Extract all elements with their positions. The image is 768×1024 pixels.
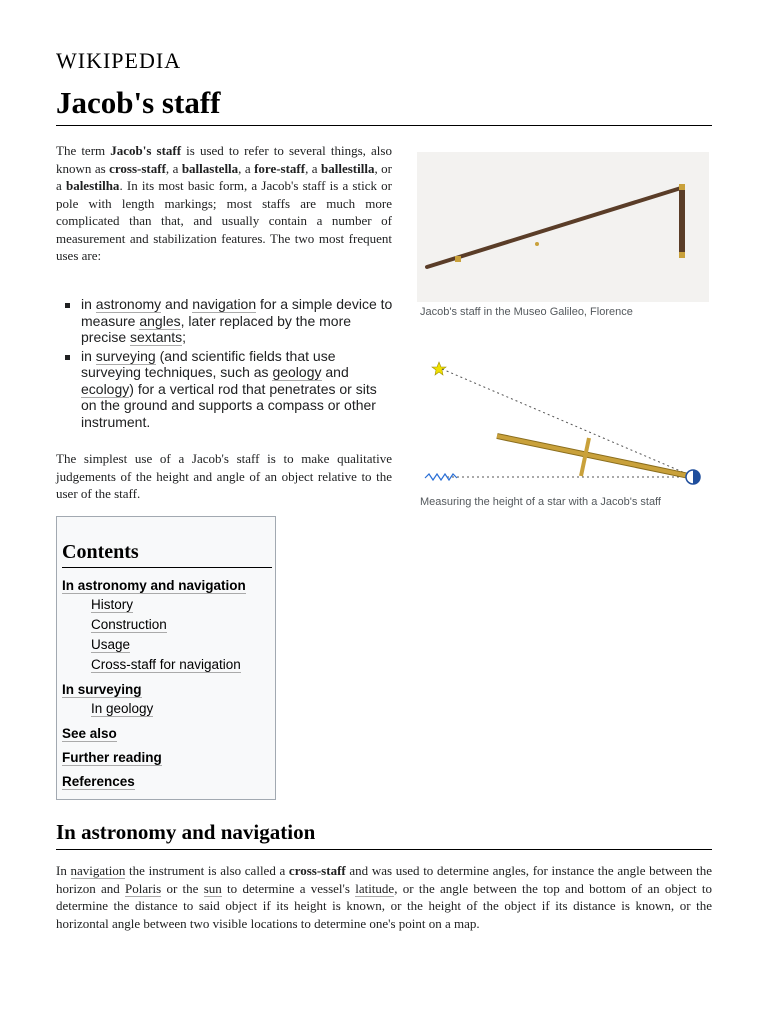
navigation-paragraph: In navigation the instrument is also called a cross-staff and was used to determine angles, for instance the angle between the horizon and Polaris or the sun to determine a vessel's latitude, or the angle between the top and bottom of an object to determine the distance to said object if its height is known, or the height of the object if its distance is known, or the horizontal angle between two visible locations to determine one's point on a map.	[56, 863, 713, 931]
link-sun[interactable]: sun	[203, 880, 222, 896]
toc-item-astronomy-navigation[interactable]: In astronomy and navigation	[62, 578, 246, 593]
link-navigation-2[interactable]: navigation	[70, 863, 126, 878]
toc-item-usage[interactable]: Usage	[91, 637, 131, 652]
table-of-contents	[56, 516, 276, 800]
simplest-use-paragraph: The simplest use of a Jacob's staff is to make qualitative judgements of the height and angle of an object relative to the user of the staff.	[56, 451, 392, 501]
toc-item-see-also[interactable]: See also	[62, 726, 117, 741]
toc-item-surveying[interactable]: In surveying	[62, 682, 142, 697]
list-item: in astronomy and navigation for a simple device to measure angles, later replaced by the more precise sextants;	[64, 296, 394, 346]
page-title: Jacob's staff	[56, 84, 712, 126]
link-surveying[interactable]: surveying	[95, 347, 156, 364]
toc-item-cross-staff-navigation[interactable]: Cross-staff for navigation	[91, 657, 241, 672]
toc-item-further-reading[interactable]: Further reading	[62, 750, 162, 765]
link-angles[interactable]: angles	[139, 312, 181, 329]
link-polaris[interactable]: Polaris	[125, 880, 162, 896]
link-ecology[interactable]: ecology	[81, 380, 130, 397]
toc-item-references[interactable]: References	[62, 774, 135, 789]
toc-item-history[interactable]: History	[91, 597, 134, 612]
link-navigation[interactable]: navigation	[192, 296, 257, 312]
list-item: in surveying (and scientific fields that use surveying techniques, such as geology and ecology) for a vertical rod that penetrates or sits on the ground and supports a compass or other instrument.	[64, 348, 394, 431]
toc-item-geology[interactable]: In geology	[91, 701, 154, 716]
link-astronomy[interactable]: astronomy	[95, 296, 162, 312]
link-latitude[interactable]: latitude	[355, 880, 395, 896]
toc-item-construction[interactable]: Construction	[91, 617, 167, 632]
link-geology[interactable]: geology	[272, 364, 322, 380]
toc-title: Contents	[62, 541, 272, 568]
star-diagram[interactable]	[417, 352, 709, 492]
section-heading-astronomy-navigation: In astronomy and navigation	[56, 820, 712, 850]
wikipedia-logo[interactable]: WIKIPEDIA	[56, 48, 182, 73]
figure-caption-diagram: Measuring the height of a star with a Jacob's staff	[420, 496, 661, 508]
uses-list	[64, 296, 394, 432]
link-sextants[interactable]: sextants	[130, 329, 183, 345]
intro-paragraph: The term Jacob's staff is used to refer to several things, also known as cross-staff, a ballastella, a fore-staff, a ballestilla, or a balestilha. In its most basic form, a Jacob's staff is a stick or pole with length markings; most staffs are much more complicated than that, and usually contain a number of measurement and stabilization features. The two most frequent uses are:	[56, 143, 392, 263]
staff-photo[interactable]	[417, 152, 709, 302]
figure-caption-photo: Jacob's staff in the Museo Galileo, Florence	[420, 306, 633, 318]
